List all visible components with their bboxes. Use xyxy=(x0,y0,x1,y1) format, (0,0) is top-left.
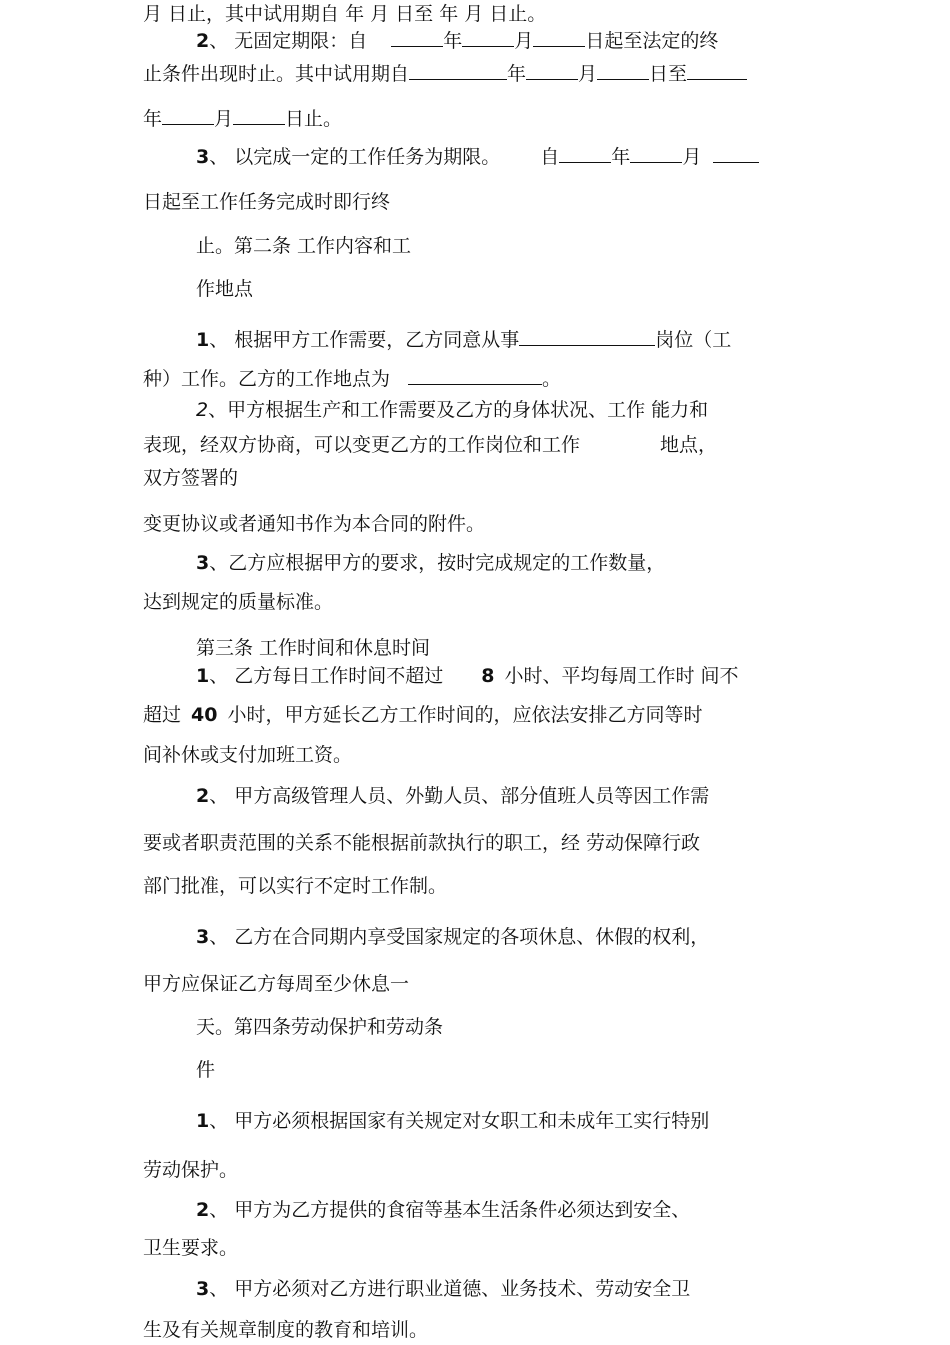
text-line: 间补休或支付加班工资。 xyxy=(143,744,353,766)
text-line: 日起至工作任务完成时即行终 xyxy=(143,191,391,213)
blank-field[interactable] xyxy=(409,61,507,80)
blank-field[interactable] xyxy=(526,61,578,80)
blank-field[interactable] xyxy=(391,28,443,47)
blank-field[interactable] xyxy=(713,144,759,163)
section-heading: 件 xyxy=(196,1059,216,1081)
text-line: 变更协议或者通知书作为本合同的附件。 xyxy=(143,513,486,535)
clause-1-job-position: 1、 根据甲方工作需要，乙方同意从事 岗位（工 xyxy=(196,329,732,351)
clause-3-training: 3、 甲方必须对乙方进行职业道德、业务技术、劳动安全卫 xyxy=(196,1278,691,1300)
clause-1-working-hours: 1、 乙方每日工作时间不超过 8 小时、平均每周工作时 间不 xyxy=(196,665,739,687)
text-line: 要或者职责范围的关系不能根据前款执行的职工，经 劳动保障行政 xyxy=(143,832,701,854)
blank-field[interactable] xyxy=(630,144,682,163)
section-heading: 天。第四条劳动保护和劳动条 xyxy=(196,1016,444,1038)
clause-3-rest-rights: 3、 乙方在合同期内享受国家规定的各项休息、休假的权利， xyxy=(196,926,710,948)
text-line: 超过 40 小时，甲方延长乙方工作时间的，应依法安排乙方同等时 xyxy=(143,704,703,726)
clause-2-flexible-hours: 2、 甲方高级管理人员、外勤人员、部分值班人员等因工作需 xyxy=(196,785,710,807)
text-line: 年 月 日止。 xyxy=(143,108,343,130)
text-line: 甲方应保证乙方每周至少休息一 xyxy=(143,973,410,995)
blank-field[interactable] xyxy=(597,61,649,80)
clause-2-indefinite-term: 2、 无固定期限：自 年 月 日起至法定的终 xyxy=(196,30,719,52)
blank-field[interactable] xyxy=(519,327,655,346)
clause-1-special-protection: 1、 甲方必须根据国家有关规定对女职工和未成年工实行特别 xyxy=(196,1110,710,1132)
text-line: 月 日止，其中试用期自 年 月 日至 年 月 日止。 xyxy=(143,3,547,25)
section-heading: 止。第二条 工作内容和工 xyxy=(196,235,412,257)
blank-field[interactable] xyxy=(533,28,585,47)
blank-field[interactable] xyxy=(408,366,542,385)
text-line: 劳动保护。 xyxy=(143,1159,239,1181)
text-line: 双方签署的 xyxy=(143,467,239,489)
text-line: 卫生要求。 xyxy=(143,1237,239,1259)
text-line: 生及有关规章制度的教育和培训。 xyxy=(143,1319,429,1341)
section-heading: 第三条 工作时间和休息时间 xyxy=(196,637,431,659)
blank-field[interactable] xyxy=(162,106,214,125)
blank-field[interactable] xyxy=(462,28,514,47)
clause-2-living-conditions: 2、 甲方为乙方提供的食宿等基本生活条件必须达到安全、 xyxy=(196,1199,691,1221)
blank-field[interactable] xyxy=(559,144,611,163)
text-line: 达到规定的质量标准。 xyxy=(143,591,334,613)
clause-2-position-change: 2、甲方根据生产和工作需要及乙方的身体状况、工作 能力和 xyxy=(196,399,709,421)
text-line: 止条件出现时止。其中试用期自 年 月 日至 xyxy=(143,61,747,86)
text-line: 种）工作。乙方的工作地点为 。 xyxy=(143,368,562,390)
clause-3-work-quantity: 3、乙方应根据甲方的要求，按时完成规定的工作数量， xyxy=(196,552,666,574)
section-heading: 作地点 xyxy=(196,278,254,300)
blank-field[interactable] xyxy=(233,106,285,125)
text-line: 表现，经双方协商，可以变更乙方的工作岗位和工作 地点， xyxy=(143,434,718,456)
text-line: 部门批准，可以实行不定时工作制。 xyxy=(143,875,448,897)
clause-3-task-term: 3、 以完成一定的工作任务为期限。 自 年 月 xyxy=(196,144,759,169)
blank-field[interactable] xyxy=(687,61,747,80)
